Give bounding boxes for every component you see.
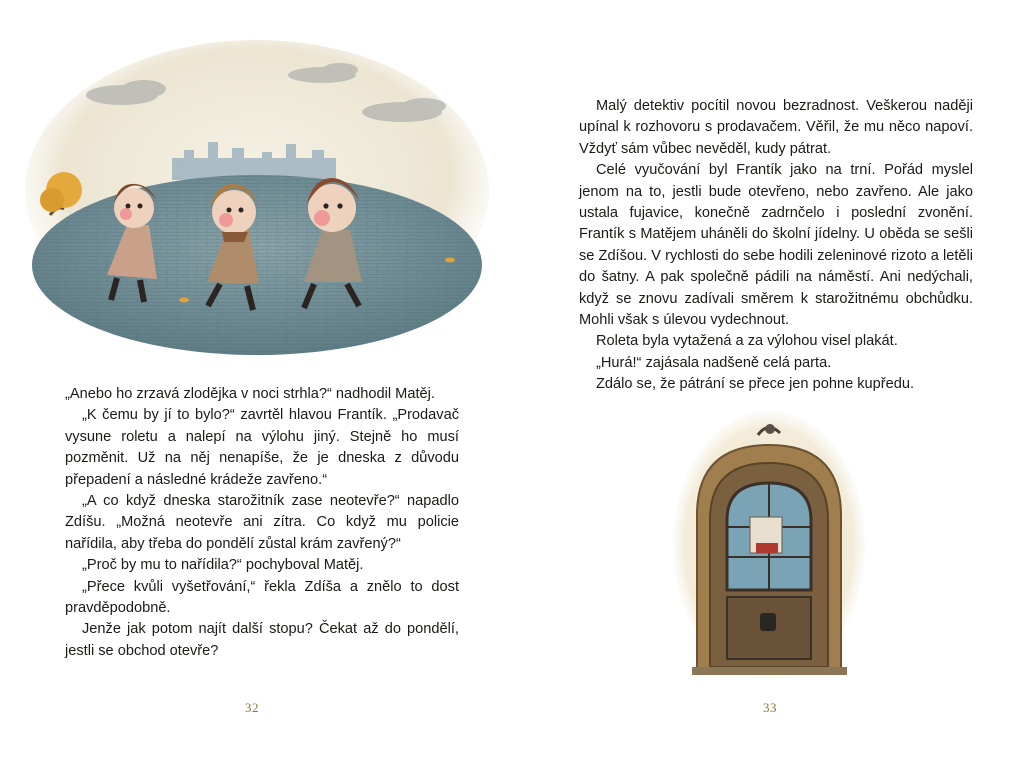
paragraph: Zdálo se, že pátrání se přece jen pohne kupředu.: [596, 376, 915, 393]
paragraph: „K čemu by jí to bylo?“ zavrtěl hlavou Frantík. „Prodavač vysune roletu a nalepí na výlohu jiný. Stejně ho musí pozměnit. Už na něj nenapíše, že je dneska z důvodu přepadení a následné krádeže zavřeno.“: [65, 407, 459, 488]
paragraph: Roleta byla vytažená a za výlohou visel plakát.: [596, 333, 898, 350]
paragraph: „Přece kvůli vyšetřování,“ řekla Zdíša a znělo to dost pravděpodobně.: [65, 578, 459, 617]
right-page: [512, 0, 1024, 768]
paragraph: Celé vyučování byl Frantík jako na trní. Pořád myslel jenom na to, jestli bude otevřeno, nebo zavřeno. Ale jako ustala fujavice, konečně zadrnčelo i poslední zvonění. Frantík s Matějem uháněli do školní jídelny. U oběda se sešli se Zdíšou. V rychlosti do sebe hodili zeleninové rizoto a letěli do šatny. A pak společně pádili na náměstí. Ani nedýchali, když se znovu zadívali směrem k starožitnému obchůdku. Mohli však s úlevou vydechnout.: [579, 162, 973, 329]
paragraph: „Anebo ho zrzavá zlodějka v noci strhla?“ nadhodil Matěj.: [65, 386, 435, 402]
page-number: 32: [245, 700, 259, 715]
children-square-illustration: [22, 40, 492, 370]
right-page-text: [579, 96, 973, 396]
left-page-text: [65, 384, 459, 662]
paragraph: Jenže jak potom najít další stopu? Čekat až do pondělí, jestli se obchod otevře?: [65, 621, 459, 659]
shop-door-illustration: [672, 405, 867, 680]
page-number: 33: [763, 700, 777, 715]
paragraph: „Hurá!“ zajásala nadšeně celá parta.: [596, 354, 832, 371]
paragraph: „Proč by mu to nařídila?“ pochyboval Matěj.: [82, 557, 364, 574]
paragraph: Malý detektiv pocítil novou bezradnost. Veškerou naději upínal k rozhovoru s prodavačem. Věřil, že mu něco napoví. Vždyť sám vůbec nevěděl, kudy pátrat.: [579, 98, 973, 157]
paragraph: „A co když dneska starožitník zase neotevře?“ napadlo Zdíšu. „Možná neotevře ani zítra. Co když mu policie nařídila, aby třeba do pondělí zůstal krám zavřený?“: [65, 493, 459, 552]
